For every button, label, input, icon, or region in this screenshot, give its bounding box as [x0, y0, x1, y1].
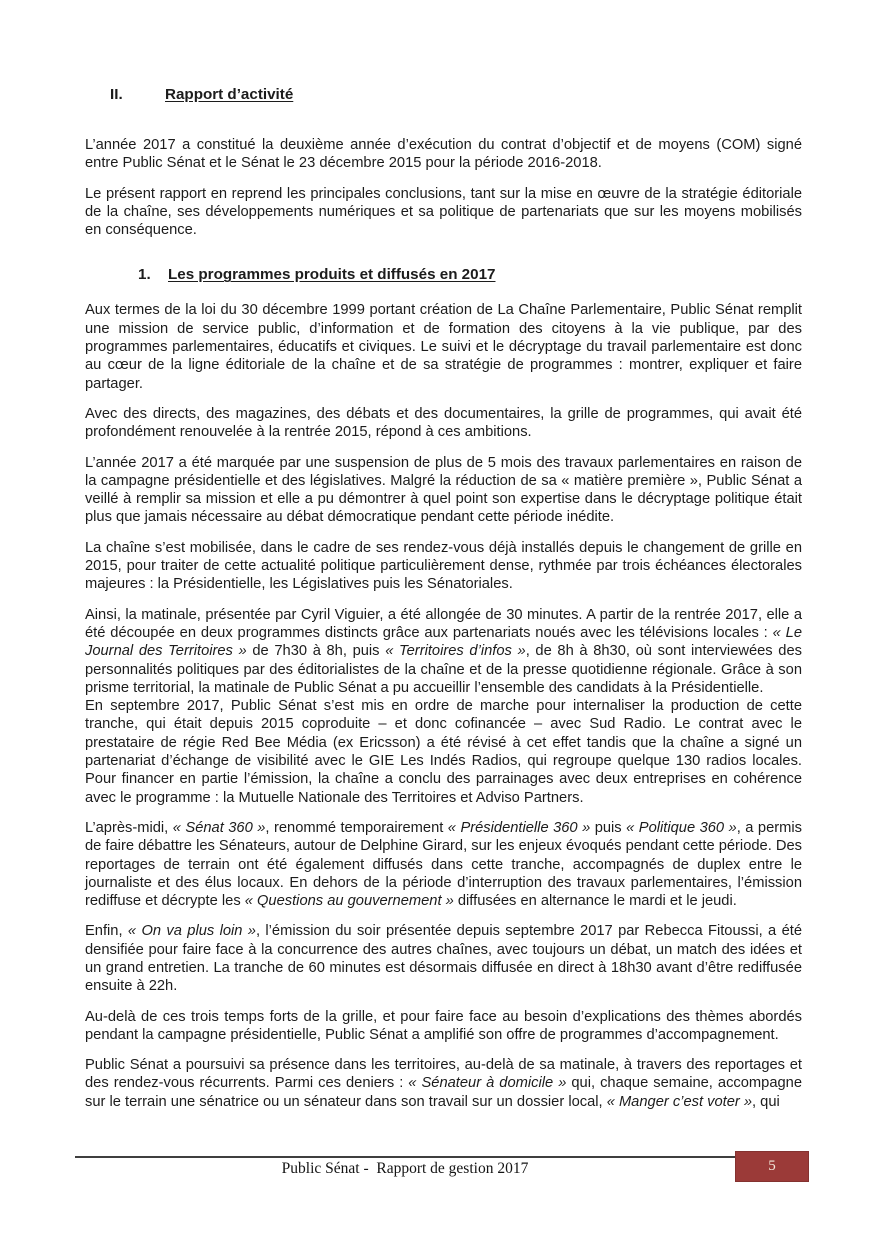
text-run: de 7h30 à 8h, puis: [246, 643, 386, 660]
footer-rule: [75, 1156, 735, 1158]
page-number-badge: [735, 1151, 809, 1182]
text-run: Ainsi, la matinale, présentée par Cyril Viguier, a été allongée de 30 minutes. A partir de la rentrée 2017, elle a été découpée en deux programmes distincts grâce aux partenariats noués avec les télévisions locales :: [85, 606, 802, 641]
document-body: [85, 85, 802, 1111]
program-title: « Questions au gouvernement »: [244, 893, 454, 910]
subsection-title: Les programmes produits et diffusés en 2017: [168, 266, 496, 284]
paragraph-mobilisation-electorale: La chaîne s’est mobilisée, dans le cadre de ses rendez-vous déjà installés depuis le changement de grille en 2015, pour traiter de cette actualité politique particulièrement dense, rythmée par trois échéances électorales majeures : la Présidentielle, les Législatives puis les Sénatoriales.: [85, 539, 802, 593]
program-title: « Sénat 360 »: [172, 819, 266, 836]
text-run: , qui: [752, 1093, 780, 1110]
text-run: , renommé temporairement: [265, 819, 448, 836]
program-title: « Territoires d’infos »: [385, 643, 526, 660]
text-run: Enfin,: [85, 923, 128, 940]
paragraph-matinale: [85, 606, 802, 697]
paragraph-territoires: [85, 1056, 802, 1111]
paragraph-report-scope: Le présent rapport en reprend les principales conclusions, tant sur la mise en œuvre de la stratégie éditoriale de la chaîne, ses développements numériques et sa politique de partenariats que sur les moyens mobilisés en conséquence.: [85, 185, 802, 239]
paragraph-suspension-2017: L’année 2017 a été marquée par une suspension de plus de 5 mois des travaux parlementaires en raison de la campagne présidentielle et des législatives. Malgré la réduction de sa « matière première », Public Sénat a veillé à remplir sa mission et elle a pu démontrer à quel point son expertise dans le décryptage politique était plus que jamais nécessaire au débat démocratique pendant cette période inédite.: [85, 454, 802, 526]
text-run: L’après-midi,: [85, 819, 173, 836]
paragraph-apres-midi: [85, 819, 802, 910]
subsection-heading: [85, 265, 802, 284]
program-title: « Manger c’est voter »: [606, 1093, 753, 1110]
paragraph-grille-programmes: Avec des directs, des magazines, des débats et des documentaires, la grille de programmes, qui avait été profondément renouvelée à la rentrée 2015, répond à ces ambitions.: [85, 405, 802, 441]
program-title: « On va plus loin »: [127, 923, 256, 940]
subsection-number: 1.: [138, 266, 151, 284]
program-title: « Le Journal des Territoires »: [85, 624, 802, 660]
text-run: , a permis de faire débattre les Sénateurs, autour de Delphine Girard, sur les enjeux évoqués pendant cette période. Des reportages de terrain ont été également diffusés dans cette tranche, accompagnés de duplex entre le journaliste et des élus locaux. En dehors de la période d’interruption des travaux parlementaires, l’émission rediffuse et décrypte les: [85, 819, 802, 910]
paragraph-emission-soir: [85, 922, 802, 995]
text-run: , l’émission du soir présentée depuis septembre 2017 par Rebecca Fitoussi, a été densifiée pour faire face à la concurrence des autres chaînes, avec toujours un débat, un match des idées et un grand entretien. La tranche de 60 minutes est désormais diffusée en direct à 18h30 avant d’être rediffusée ensuite à 22h.: [85, 923, 802, 995]
program-title: « Sénateur à domicile »: [408, 1075, 567, 1092]
paragraph-accompagnement: Au-delà de ces trois temps forts de la grille, et pour faire face au besoin d’explications des thèmes abordés pendant la campagne présidentielle, Public Sénat a amplifié son offre de programmes d’accompagnement.: [85, 1008, 802, 1043]
footer-title: Public Sénat - Rapport de gestion 2017: [281, 1160, 529, 1177]
text-run: diffusées en alternance le mardi et le jeudi.: [453, 893, 737, 910]
page-number: 5: [768, 1158, 776, 1174]
paragraph-com-contract: L’année 2017 a constitué la deuxième année d’exécution du contrat d’objectif et de moyens (COM) signé entre Public Sénat et le Sénat le 23 décembre 2015 pour la période 2016-2018.: [85, 137, 802, 172]
program-title: « Politique 360 »: [626, 819, 737, 836]
section-number: II.: [110, 86, 123, 103]
program-title: « Présidentielle 360 »: [447, 819, 591, 836]
text-run: Public Sénat a poursuivi sa présence dans les territoires, au-delà de sa matinale, à travers des reportages et des rendez-vous récurrents. Parmi ces deniers :: [85, 1057, 802, 1092]
text-run: qui, chaque semaine, accompagne sur le terrain une sénatrice ou un sénateur dans son travail sur un dossier local,: [85, 1075, 802, 1110]
text-run: , de 8h à 8h30, où sont interviewées des personnalités politiques par des éditorialistes de la chaîne et de la presse quotidienne régionale. Grâce à son prisme territorial, la matinale de Public Sénat a pu accueillir l’ensemble des candidats à la Présidentielle.: [85, 643, 802, 696]
text-run: puis: [590, 819, 627, 836]
section-title: Rapport d’activité: [165, 86, 294, 103]
section-heading: [85, 85, 802, 104]
paragraph-legal-mission: Aux termes de la loi du 30 décembre 1999 portant création de La Chaîne Parlementaire, Public Sénat remplit une mission de service public, d’information et de formation des citoyens à la vie publique, par des programmes parlementaires, éducatifs et civiques. Le suivi et le décryptage du travail parlementaire est donc au cœur de la ligne éditoriale de la chaîne et de sa stratégie de programmes : montrer, expliquer et faire partager.: [85, 302, 802, 392]
paragraph-internalisation: En septembre 2017, Public Sénat s’est mis en ordre de marche pour internaliser la production de cette tranche, qui était depuis 2015 coproduite – et donc cofinancée – avec Sud Radio. Le contrat avec le prestataire de régie Red Bee Média (ex Ericsson) a été révisé à cet effet tandis que la chaîne a signé un partenariat d’échange de visibilité avec le GIE Les Indés Radios, qui regroupe quelque 130 radios locales. Pour financer en partie l’émission, la chaîne a conclu des parrainages avec deux entreprises en cohérence avec le programme : la Mutuelle Nationale des Territoires et Adviso Partners.: [85, 698, 802, 806]
